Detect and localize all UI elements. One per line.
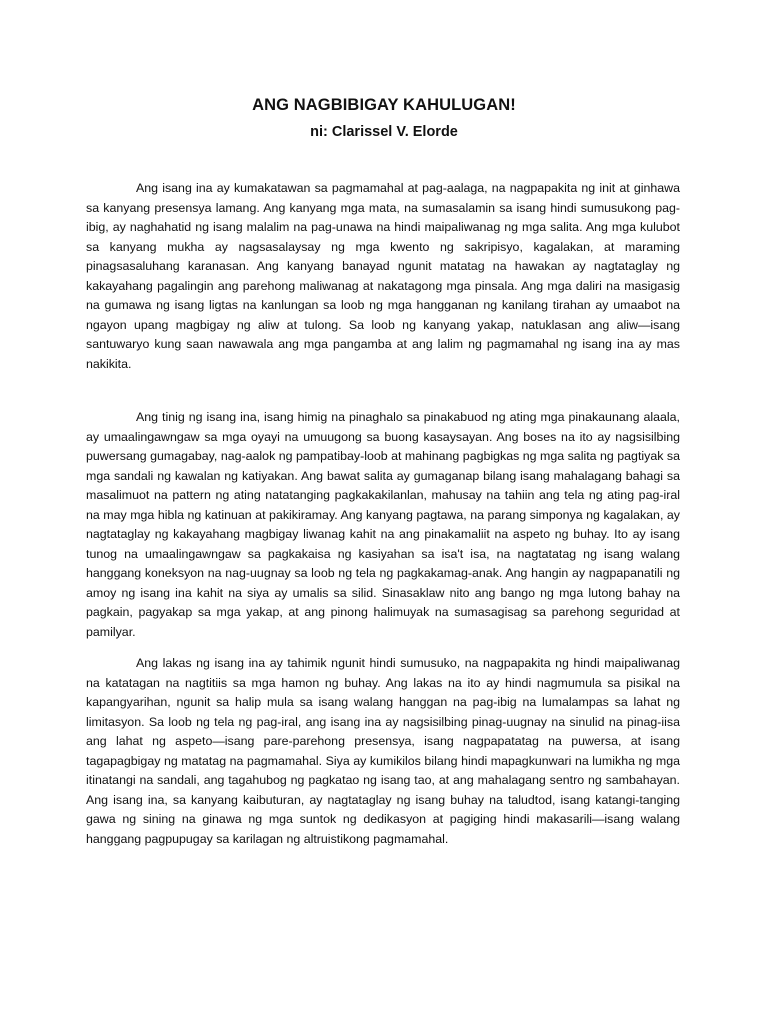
page-title: ANG NAGBIBIGAY KAHULUGAN! — [252, 96, 516, 114]
body-paragraph-3: Ang lakas ng isang ina ay tahimik ngunit hindi sumusuko, na nagpapakita ng hindi maipaliwanag na katatagan na nagtitiis sa mga hamon ng buhay. Ang lakas na ito ay hindi nagmumula sa pisikal na kapangyarihan, ngunit sa halip mula sa isang walang hanggan na pag-ibig na lumalampas sa lahat ng limitasyon. Sa loob ng tela ng pag-iral, ang isang ina ay nagsisilbing pinag-uugnay na sinulid na pinag-iisa ang lahat ng aspeto—isang pare-parehong presensya, isang nagpapatatag na puwersa, at isang tagapagbigay ng matatag na pagmamahal. Siya ay kumikilos bilang hindi mapagkunwari na lumikha ng mga itinatangi na sandali, ang tagahubog ng pagkatao ng isang tao, at ang mahalagang sentro ng sambahayan. Ang isang ina, sa kanyang kaibuturan, ay nagtataglay ng isang buhay na taludtod, isang katangi-tanging gawa ng sining na ginawa ng mga suntok ng dedikasyon at pagiging hindi makasarili—isang walang hanggang pagpupugay sa karilagan ng altruistikong pagmamahal. — [86, 656, 680, 846]
body-paragraph-2: Ang tinig ng isang ina, isang himig na pinaghalo sa pinakabuod ng ating mga pinakaunang alaala, ay umaalingawngaw sa mga oyayi na umuugong sa buong kasaysayan. Ang boses na ito ay nagsisilbing puwersang gumagabay, nag-aalok ng pampatibay-loob at mahinang pagbigkas ng mga salita ng pagtiyak sa mga sandali ng kawalan ng katiyakan. Ang bawat salita ay gumaganap bilang isang mahalagang bahagi sa masalimuot na pattern ng ating natatanging pagkakakilanlan, mahusay na tahiin ang tela ng ating pag-iral na may mga hibla ng katinuan at pakikiramay. Ang kanyang pagtawa, na parang simponya ng kagalakan, ay nagtataglay ng kakayahang magbigay liwanag kahit na ang pinakamaliit na aspeto ng buhay. Ito ay isang tunog na umaalingawngaw sa pagkakaisa ng kasiyahan sa isa't isa, na nagtatatag ng isang walang hanggang koneksyon na nag-uugnay sa loob ng tela ng pagkakamag-anak. Ang hangin ay nagpapanatili ng amoy ng isang ina kahit na siya ay umalis sa silid. Sinasaklaw nito ang bango ng mga lutong bahay na pagkain, pagyakap sa mga yakap, at ang pinong halimuyak na sumasagisag sa parehong seguridad at pamilyar. — [86, 410, 680, 639]
author-byline: ni: Clarissel V. Elorde — [310, 124, 458, 140]
body-paragraph-1: Ang isang ina ay kumakatawan sa pagmamahal at pag-aalaga, na nagpapakita ng init at ginhawa sa kanyang presensya lamang. Ang kanyang mga mata, na sumasalamin sa isang hindi sumusukong pag-ibig, ay naghahatid ng isang malalim na pag-unawa na hindi maipaliwanag ng mga salita. Ang mga kulubot sa kanyang mukha ay nagsasalaysay ng mga kwento ng sakripisyo, kagalakan, at maraming pinagsasaluhang karanasan. Ang kanyang banayad ngunit matatag na hawakan ay nagtataglay ng kakayahang pagalingin ang parehong maliwanag at nakatagong mga pinsala. Ang mga daliri na masigasig na gumawa ng isang ligtas na kanlungan sa loob ng mga hangganan ng kanilang tirahan ay umaabot na ngayon upang magbigay ng aliw at tulong. Sa loob ng kanyang yakap, natuklasan ang aliw—isang santuwaryo kung saan nawawala ang mga pangamba at ang lalim ng pagmamahal ng isang ina ay mas nakikita. — [86, 181, 680, 371]
